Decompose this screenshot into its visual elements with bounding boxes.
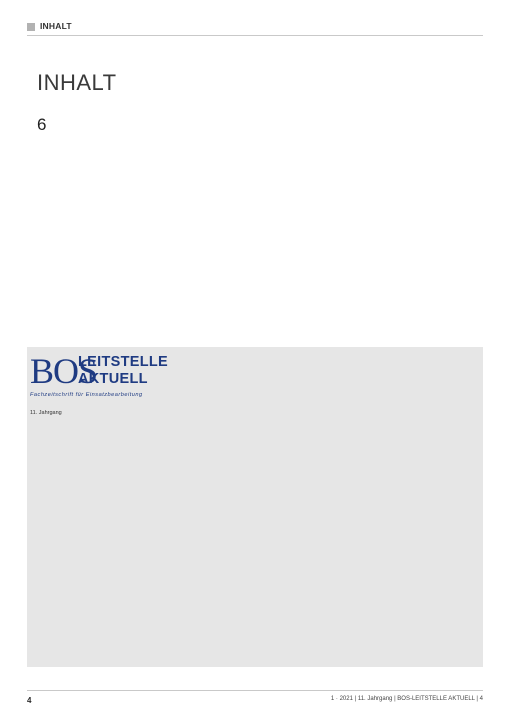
logo-line1: LEITSTELLE xyxy=(78,354,168,370)
logo-tagline: Fachzeitschrift für Einsatzbearbeitung xyxy=(30,392,143,398)
logo-line2: AKTUELL xyxy=(78,371,148,387)
page-footer xyxy=(27,690,483,705)
footer-info: 1 · 2021 | 11. Jahrgang | BOS-LEITSTELLE AKTUELL | 4 xyxy=(330,696,483,702)
jahrgang: 11. Jahrgang xyxy=(30,410,62,416)
logo-bos: BOS xyxy=(30,351,98,391)
footer-page-number: 4 xyxy=(27,696,32,705)
header-label: INHALT xyxy=(40,21,72,31)
page-title: INHALT xyxy=(37,70,117,95)
header-square-icon xyxy=(27,23,35,31)
entry-news-page-number: 6 xyxy=(37,115,47,134)
header-bar xyxy=(27,21,483,36)
magazine-logo xyxy=(30,351,170,398)
